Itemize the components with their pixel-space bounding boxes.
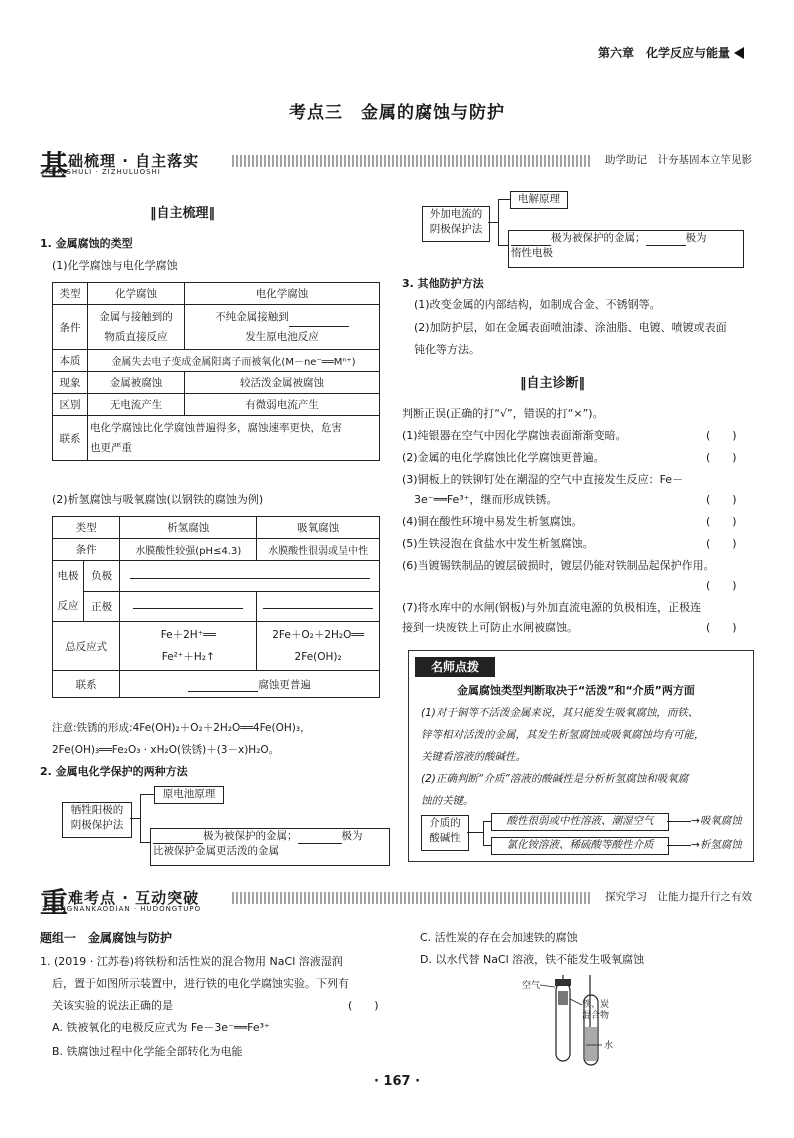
banner-big-char: 基 (40, 149, 69, 182)
table-row: 类型 析氢腐蚀 吸氧腐蚀 (53, 517, 380, 539)
result-hydrogen: →析氢腐蚀 (691, 839, 742, 851)
chapter-header: 第六章 化学反应与能量 (598, 44, 744, 61)
figure-label-water: 水 (604, 1041, 614, 1051)
table-row: 正极 (53, 591, 380, 622)
tip-title: 金属腐蚀类型判断取决于“活泼”和“介质”两方面 (457, 684, 695, 697)
banner-dots (232, 155, 592, 167)
heading-hydrogen-oxygen: (2)析氢腐蚀与吸氧腐蚀(以钢铁的腐蚀为例) (52, 493, 264, 506)
table-row: 现象 金属被腐蚀 较活泼金属被腐蚀 (53, 372, 380, 394)
section-banner-basics (40, 146, 752, 180)
tip-line: 关键看溶液的酸碱性。 (421, 751, 526, 763)
option-a: A. 铁被氧化的电极反应式为 Fe－3e⁻══Fe³⁺ (52, 1021, 270, 1034)
figure-label-mixture: 铁、炭 混合物 (582, 1000, 610, 1021)
banner-dots (232, 892, 592, 904)
table-row: 类型 化学腐蚀 电化学腐蚀 (53, 283, 380, 305)
note-rust-line2: 2Fe(OH)₃══Fe₂O₃ · xH₂O(铁锈)＋(3－x)H₂O。 (52, 744, 280, 756)
answer-paren: ( ) (706, 493, 737, 506)
table-h-o-corrosion (52, 516, 380, 698)
tip-line: 锌等相对活泼的金属，其发生析氢腐蚀或吸氧腐蚀均有可能， (421, 729, 705, 741)
list-item: (1)纯银器在空气中因化学腐蚀表面渐渐变暗。 (402, 429, 627, 442)
list-item: (4)铜在酸性环境中易发生析氢腐蚀。 (402, 515, 583, 528)
list-item: (6)当镀锡铁制品的镀层破损时，镀层仍能对铁制品起保护作用。 (402, 559, 715, 572)
question-1-line1: 1. (2019 · 江苏卷)将铁粉和活性炭的混合物用 NaCl 溶液湿润 (40, 955, 343, 968)
tip-line: 蚀的关键。 (421, 795, 474, 807)
banner-pinyin: JICHUSHULI · ZIZHULUOSHI (42, 168, 161, 176)
box-electrolysis-principle: 电解原理 (510, 191, 568, 209)
list-item: 3e⁻══Fe³⁺，继而形成铁锈。 (414, 493, 558, 506)
box-weak-acid: 酸性很弱或中性溶液、潮湿空气 (491, 813, 669, 831)
tip-box (408, 650, 754, 862)
other-method-1: (1)改变金属的内部结构，如制成合金、不锈钢等。 (414, 298, 661, 311)
table-row: 本质 金属失去电子变成金属阳离子而被氧化(M－ne⁻══Mⁿ⁺) (53, 350, 380, 372)
option-d: D. 以水代替 NaCl 溶液，铁不能发生吸氧腐蚀 (420, 953, 645, 966)
table-row: 条件 水膜酸性较强(pH≤4.3) 水膜酸性很弱或呈中性 (53, 539, 380, 561)
table-row: 电极 反应 负极 (53, 561, 380, 592)
banner-title: 难考点 · 互动突破 (68, 889, 200, 907)
table-row: 联系 电化学腐蚀比化学腐蚀普遍得多，腐蚀速率更快，危害 也更严重 (53, 416, 380, 461)
list-item: (3)铜板上的铁铆钉处在潮湿的空气中直接发生反应：Fe－ (402, 473, 684, 486)
option-b: B. 铁腐蚀过程中化学能全部转化为电能 (52, 1045, 243, 1058)
heading-chem-vs-electrochem: (1)化学腐蚀与电化学腐蚀 (52, 259, 178, 272)
heading-protection-methods: 2. 金属电化学保护的两种方法 (40, 765, 188, 778)
question-1-line2: 后，置于如图所示装置中，进行铁的电化学腐蚀实验。下列有 (52, 977, 349, 990)
tip-line: (1)对于铜等不活泼金属来说，其只能发生吸氧腐蚀，而铁、 (421, 707, 699, 719)
other-method-2: (2)加防护层，如在金属表面喷油漆、涂油脂、电镀、喷镀或表面 (414, 321, 727, 334)
heading-other-methods: 3. 其他防护方法 (402, 277, 484, 290)
list-item: (7)将水库中的水闸(钢板)与外加直流电源的负极相连，正极连 (402, 601, 702, 614)
banner-right-text: 助学助记 计夯基固本立竿见影 (605, 154, 752, 166)
triangle-icon (734, 47, 744, 59)
banner-right-text: 探究学习 让能力提升行之有效 (605, 891, 752, 903)
banner-title: 础梳理 · 自主落实 (68, 152, 200, 170)
table-row: 联系 腐蚀更普遍 (53, 671, 380, 698)
note-rust-line1: 注意:铁锈的形成:4Fe(OH)₂＋O₂＋2H₂O══4Fe(OH)₃， (52, 722, 311, 734)
box-sacrificial-anode: 牺牲阳极的 阴极保护法 (62, 802, 132, 838)
section-head-self-diagnosis: ‖自主诊断‖ (520, 376, 586, 391)
section-banner-key-points (40, 883, 752, 917)
table-row: 条件 金属与接触到的 物质直接反应 不纯金属接触到 发生原电池反应 (53, 305, 380, 350)
box-acidic-medium: 氯化铵溶液、稀硫酸等酸性介质 (491, 837, 669, 855)
table-row: 区别 无电流产生 有微弱电流产生 (53, 394, 380, 416)
list-item: (5)生铁浸泡在食盐水中发生析氢腐蚀。 (402, 537, 594, 550)
option-c: C. 活性炭的存在会加速铁的腐蚀 (420, 931, 578, 944)
question-1-line3: 关该实验的说法正确的是 (52, 999, 173, 1012)
heading-corrosion-types: 1. 金属腐蚀的类型 (40, 237, 133, 250)
box-impressed-electrodes: 极为被保护的金属； 极为 惰性电极 (508, 230, 744, 268)
banner-big-char: 重 (40, 886, 69, 919)
table-corrosion-types (52, 282, 380, 461)
tip-head: 名师点拨 (415, 657, 495, 677)
list-item: 接到一块废铁上可防止水闸被腐蚀。 (402, 621, 578, 634)
answer-paren: ( ) (706, 451, 737, 464)
result-oxygen: →吸氧腐蚀 (691, 815, 742, 827)
page-title: 考点三 金属的腐蚀与防护 (289, 103, 505, 123)
box-sacrificial-electrodes: 极为被保护的金属； 极为 比被保护金属更活泼的金属 (150, 828, 390, 866)
answer-paren: ( ) (706, 579, 737, 592)
other-method-2b: 钝化等方法。 (414, 343, 480, 356)
tip-line: (2)正确判断“介质”溶液的酸碱性是分析析氢腐蚀和吸氧腐 (421, 773, 689, 785)
box-impressed-current: 外加电流的 阴极保护法 (422, 206, 490, 242)
question-group-title: 题组一 金属腐蚀与防护 (40, 931, 173, 945)
answer-paren: ( ) (706, 621, 737, 634)
answer-paren: ( ) (706, 515, 737, 528)
judge-instruction: 判断正误(正确的打“√”，错误的打“×”)。 (402, 407, 604, 420)
list-item: (2)金属的电化学腐蚀比化学腐蚀更普遍。 (402, 451, 605, 464)
answer-paren: ( ) (706, 537, 737, 550)
figure-label-air: 空气 (522, 981, 541, 991)
section-head-self-review: ‖自主梳理‖ (150, 206, 216, 221)
box-medium-acidity: 介质的 酸碱性 (421, 815, 469, 851)
banner-pinyin: ZHONGNANKAODIAN · HUDONGTUPO (42, 905, 202, 913)
answer-paren: ( ) (706, 429, 737, 442)
answer-paren: ( ) (348, 999, 379, 1012)
box-galvanic-principle: 原电池原理 (154, 786, 224, 804)
table-row: 总反应式 Fe＋2H⁺══ Fe²⁺＋H₂↑ 2Fe＋O₂＋2H₂O══ 2Fe(OH)₂ (53, 622, 380, 671)
page-number: · 167 · (373, 1074, 421, 1089)
